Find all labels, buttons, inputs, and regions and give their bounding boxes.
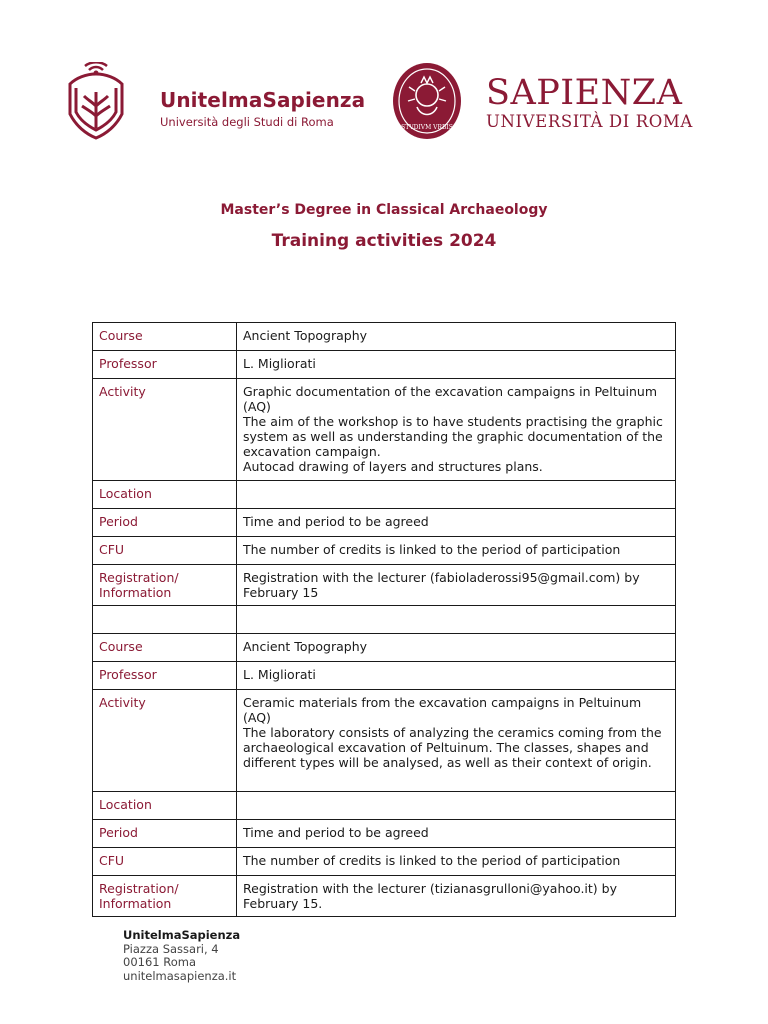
row-label: CFU [93, 537, 237, 565]
table-row [93, 537, 676, 565]
table-row [93, 792, 676, 820]
footer-address-line2: 00161 Roma [123, 955, 196, 969]
row-value: Time and period to be agreed [237, 820, 676, 848]
table-row [93, 848, 676, 876]
table-row [93, 481, 676, 509]
table-row [93, 820, 676, 848]
row-label: Period [93, 509, 237, 537]
row-label: CFU [93, 848, 237, 876]
row-value: Registration with the lecturer (tizianasgrulloni@yahoo.it) by February 15. [237, 876, 676, 917]
row-label: Course [93, 634, 237, 662]
row-value: L. Migliorati [237, 662, 676, 690]
row-label: Location [93, 792, 237, 820]
row-value: Ancient Topography [237, 634, 676, 662]
row-label: Period [93, 820, 237, 848]
row-label: Activity [93, 379, 237, 481]
row-label: Activity [93, 690, 237, 792]
row-value: Graphic documentation of the excavation campaigns in Peltuinum (AQ) The aim of the workshop is to have students practising the graphic system as well as understanding the graphic documentation of the excavation campaign. Autocad drawing of layers and structures plans. [237, 379, 676, 481]
row-value: L. Migliorati [237, 351, 676, 379]
row-value: The number of credits is linked to the period of participation [237, 848, 676, 876]
row-label: Registration/ Information [93, 565, 237, 606]
sapienza-brand-subtitle: UNIVERSITÀ DI ROMA [486, 112, 693, 131]
row-value: Ancient Topography [237, 323, 676, 351]
sapienza-seal-icon [391, 61, 463, 145]
row-label: Professor [93, 662, 237, 690]
row-value: Time and period to be agreed [237, 509, 676, 537]
table-row [93, 379, 676, 481]
row-label [93, 606, 237, 634]
table-row [93, 351, 676, 379]
table-row [93, 876, 676, 917]
activities-table [92, 322, 676, 917]
row-value [237, 606, 676, 634]
seal-text: STVDIVM VRBIS [401, 124, 453, 131]
unitelma-logo-icon [62, 62, 130, 144]
row-label: Location [93, 481, 237, 509]
unitelma-brand-name: UnitelmaSapienza [160, 88, 366, 112]
footer-address-line1: Piazza Sassari, 4 [123, 941, 219, 956]
table-row [93, 509, 676, 537]
sapienza-brand-name: SAPIENZA [486, 73, 683, 113]
table-row [93, 662, 676, 690]
row-label: Professor [93, 351, 237, 379]
unitelma-brand [160, 88, 365, 129]
row-label: Registration/ Information [93, 876, 237, 917]
document-header [0, 0, 768, 170]
row-value: The number of credits is linked to the period of participation [237, 537, 676, 565]
table-row [93, 323, 676, 351]
row-value: Ceramic materials from the excavation campaigns in Peltuinum (AQ) The laboratory consists of analyzing the ceramics coming from the archaeological excavation of Peltuinum. The classes, shapes and different types will be analysed, as well as their context of origin. [237, 690, 676, 792]
unitelma-brand-subtitle: Università degli Studi di Roma [160, 115, 334, 129]
row-value [237, 792, 676, 820]
activities-title: Training activities 2024 [271, 231, 497, 251]
sapienza-brand [486, 74, 693, 132]
row-value [237, 481, 676, 509]
table-row [93, 634, 676, 662]
table-row [93, 606, 676, 634]
footer-website: unitelmasapienza.it [123, 968, 237, 983]
row-label: Course [93, 323, 237, 351]
footer-name: UnitelmaSapienza [123, 928, 241, 942]
document-titles [0, 202, 768, 251]
degree-title: Master’s Degree in Classical Archaeology [220, 202, 548, 218]
table-row [93, 690, 676, 792]
footer-address [123, 929, 240, 983]
row-value: Registration with the lecturer (fabioladerossi95@gmail.com) by February 15 [237, 565, 676, 606]
table-row [93, 565, 676, 606]
